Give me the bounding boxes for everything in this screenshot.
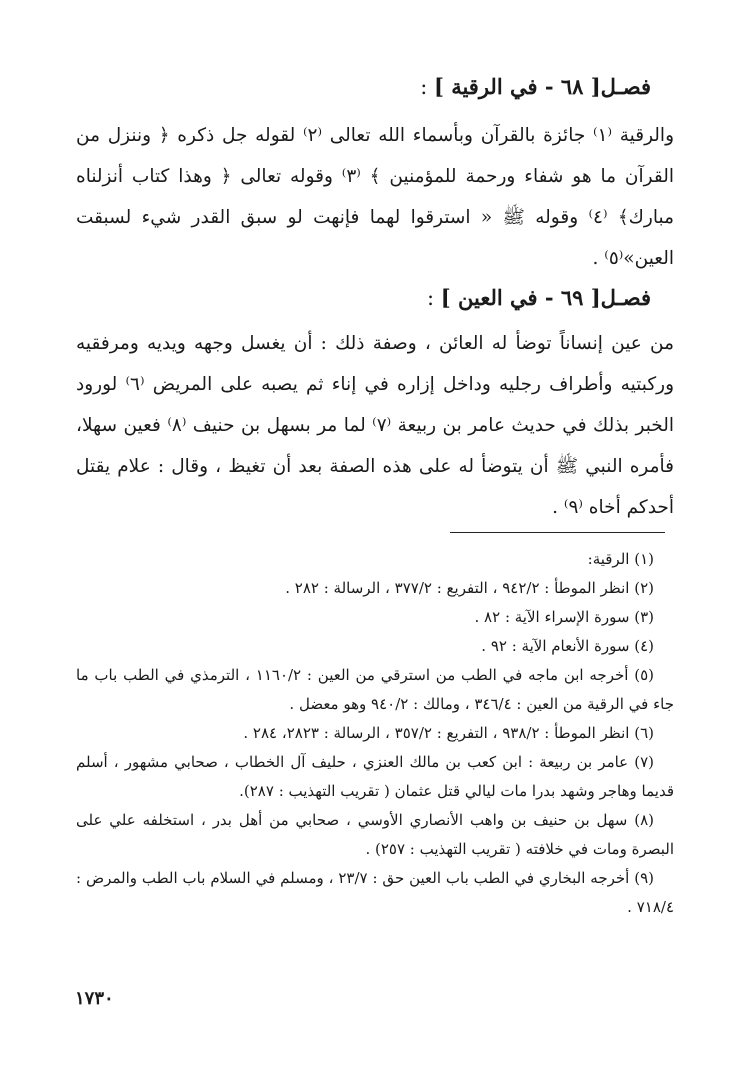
heading-69-title: فصـل[ ٦٩ - في العين ] — [440, 285, 651, 310]
footnote-divider — [450, 532, 665, 533]
heading-68-colon: : — [420, 75, 434, 99]
footnotes — [76, 545, 674, 922]
page-number: ١٧٣٠ — [75, 988, 114, 1009]
footnote-1: (١) الرقية: — [587, 550, 654, 568]
heading-68-title: فصـل[ ٦٨ - في الرقية ] — [433, 74, 651, 99]
footnote-6: (٦) انظر الموطأ : ٩٣٨/٢ ، التفريع : ٣٥٧/٢ ، الرسالة : ٢٨٢٣، ٢٨٤ . — [243, 724, 654, 742]
section-heading-68 — [91, 72, 651, 102]
footnote-3: (٣) سورة الإسراء الآية : ٨٢ . — [474, 608, 654, 626]
footnote-8: (٨) سهل بن حنيف بن واهب الأنصاري الأوسي ، صحابي من أهل بدر ، استخلفه علي على البصرة ومات في خلافته ( تقريب التهذيب : ٢٥٧) . — [76, 811, 674, 858]
footnote-7: (٧) عامر بن ربيعة : ابن كعب بن مالك العنزي ، حليف آل الخطاب ، صحابي مشهور ، أسلم قديما وهاجر وشهد بدرا مات ليالي قتل عثمان ( تقريب التهذيب : ٢٨٧). — [76, 753, 674, 800]
paragraph-evil-eye: من عين إنساناً توضأ له العائن ، وصفة ذلك : أن يغسل وجهه ويديه ومرفقيه وركبتيه وأطراف رجليه وداخل إزاره في إناء ثم يصبه على المريض ⁽٦⁾ لورود الخبر بذلك في حديث عامر بن ربيعة ⁽٧⁾ لما مر بسهل بن حنيف ⁽٨⁾ فعين سهلا، فأمره النبي ﷺ أن يتوضأ له على هذه الصفة بعد أن تغيظ ، وقال : علام يقتل أحدكم أخاه ⁽٩⁾ . — [76, 333, 675, 518]
section-heading-69 — [91, 283, 651, 313]
heading-69-colon: : — [426, 286, 441, 310]
footnote-2: (٢) انظر الموطأ : ٩٤٢/٢ ، التفريع : ٣٧٧/٢ ، الرسالة : ٢٨٢ . — [285, 579, 654, 597]
footnote-4: (٤) سورة الأنعام الآية : ٩٢ . — [481, 637, 654, 655]
footnote-9: (٩) أخرجه البخاري في الطب باب العين حق : ٢٣/٧ ، ومسلم في السلام باب الطب والمرض : ٧١٨/٤ . — [76, 869, 674, 916]
paragraph-ruqya: والرقية ⁽١⁾ جائزة بالقرآن وبأسماء الله تعالى ⁽٢⁾ لقوله جل ذكره ﴿ وننزل من القرآن ما هو شفاء ورحمة للمؤمنين ﴾ ⁽٣⁾ وقوله تعالى ﴿ وهذا كتاب أنزلناه مبارك﴾ ⁽٤⁾ وقوله ﷺ « استرقوا لهما فإنهت لو سبق القدر شيء لسبقت العين»⁽٥⁾ . — [76, 125, 675, 269]
footnote-5: (٥) أخرجه ابن ماجه في الطب من استرقي من العين : ١١٦٠/٢ ، الترمذي في الطب باب ما جاء في الرقية من العين : ٣٤٦/٤ ، ومالك : ٩٤٠/٢ وهو معضل . — [76, 666, 674, 713]
